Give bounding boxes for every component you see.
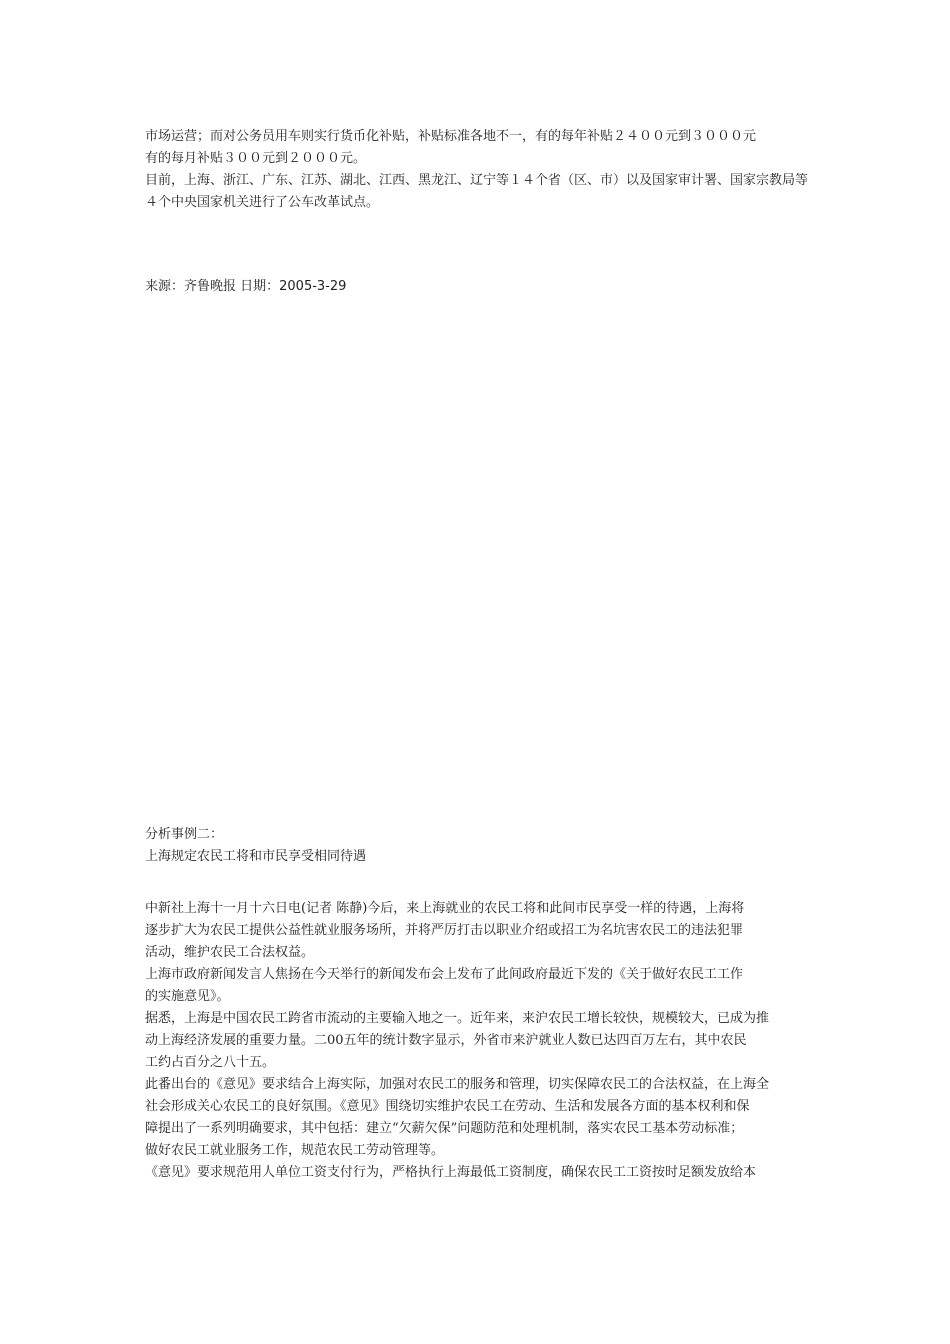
- text-line: 做好农民工就业服务工作，规范农民工劳动管理等。: [145, 1143, 445, 1158]
- text-line: ４个中央国家机关进行了公车改革试点。: [145, 195, 380, 210]
- text-line: 此番出台的《意见》要求结合上海实际，加强对农民工的服务和管理，切实保障农民工的合法权益，在上海全: [145, 1077, 770, 1092]
- article-body: [145, 898, 810, 1184]
- text-line: 社会形成关心农民工的良好氛围。《意见》围绕切实维护农民工在劳动、生活和发展各方面的基本权利和保: [145, 1099, 750, 1114]
- section-public-car-reform: [145, 126, 810, 214]
- text-line: 逐步扩大为农民工提供公益性就业服务场所，并将严厉打击以职业介绍或招工为名坑害农民工的违法犯罪: [145, 923, 744, 938]
- text-line: 有的每月补贴３００元到２０００元。: [145, 151, 367, 166]
- text-line: 工约占百分之八十五。: [145, 1055, 276, 1070]
- source-label: 来源：齐鲁晚报 日期：: [145, 279, 280, 294]
- text-line: 障提出了一系列明确要求，其中包括：建立“欠薪欠保”问题防范和处理机制，落实农民工基本劳动标准；: [145, 1121, 744, 1136]
- text-line: 活动，维护农民工合法权益。: [145, 945, 315, 960]
- text-line: 动上海经济发展的重要力量。二00五年的统计数字显示，外省市来沪就业人数已达四百万左右，其中农民: [145, 1033, 747, 1048]
- source-date: 2005-3-29: [279, 279, 347, 294]
- article-title: 上海规定农民工将和市民享受相同待遇: [145, 849, 367, 864]
- text-line: 中新社上海十一月十六日电(记者 陈静)今后，来上海就业的农民工将和此间市民享受一样的待遇，上海将: [145, 901, 745, 916]
- section-case-two-header: [145, 824, 810, 868]
- text-line: 的实施意见》。: [145, 989, 230, 1004]
- text-line: 《意见》要求规范用人单位工资支付行为，严格执行上海最低工资制度，确保农民工工资按时足额发放给本: [145, 1165, 757, 1180]
- text-line: 目前，上海、浙江、广东、江苏、湖北、江西、黑龙江、辽宁等１４个省（区、市）以及国家审计署、国家宗教局等: [145, 173, 809, 188]
- source-line: [145, 276, 346, 298]
- text-line: 市场运营；而对公务员用车则实行货币化补贴，补贴标准各地不一，有的每年补贴２４００元到３０００元: [145, 129, 757, 144]
- text-line: 上海市政府新闻发言人焦扬在今天举行的新闻发布会上发布了此间政府最近下发的《关于做好农民工工作: [145, 967, 744, 982]
- text-line: 据悉，上海是中国农民工跨省市流动的主要输入地之一。近年来，来沪农民工增长较快，规模较大，已成为推: [145, 1011, 770, 1026]
- case-heading: 分析事例二：: [145, 827, 224, 842]
